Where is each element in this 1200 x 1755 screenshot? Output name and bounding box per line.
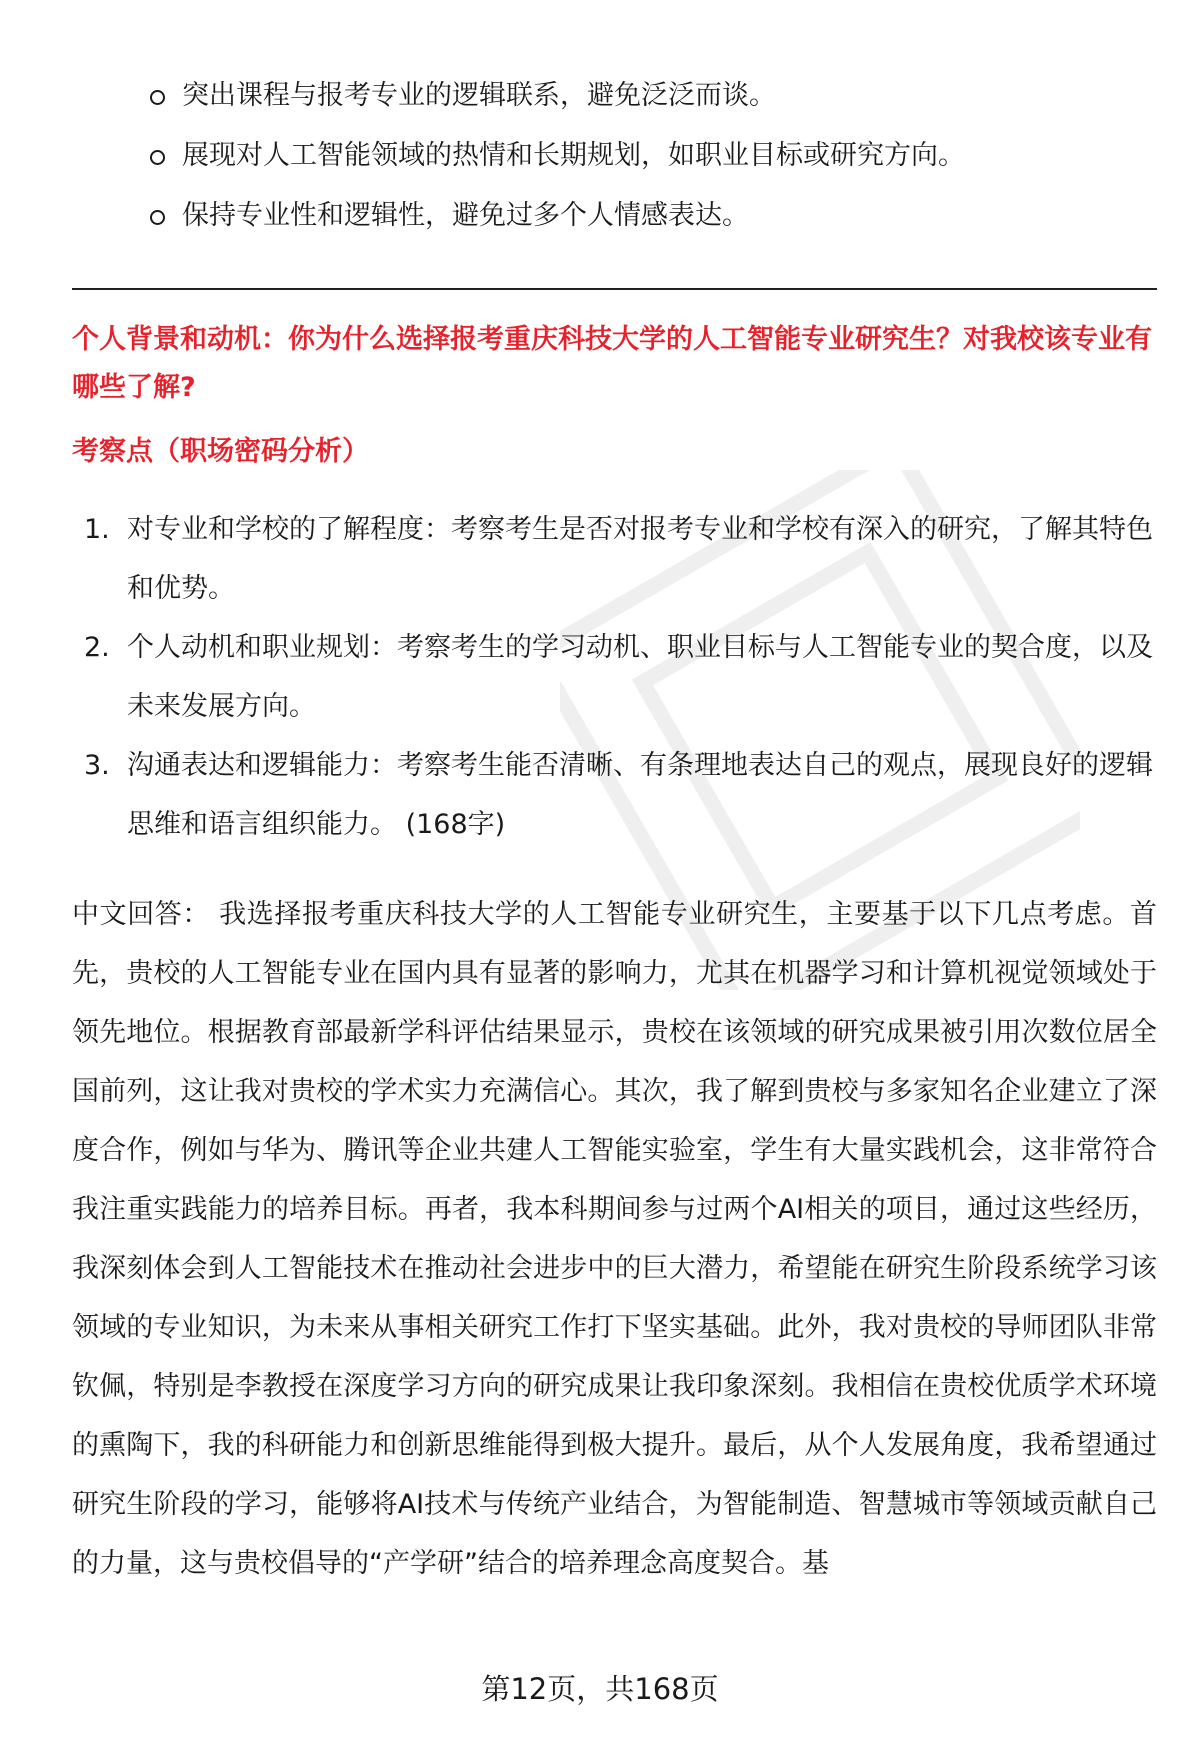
assessment-point-item <box>72 736 1162 854</box>
list-number: 1. <box>84 514 110 545</box>
bullet-text: 保持专业性和逻辑性，避免过多个人情感表达。 <box>182 200 749 231</box>
bullet-item <box>150 66 1150 126</box>
bullet-text: 突出课程与报考专业的逻辑联系，避免泛泛而谈。 <box>182 80 776 111</box>
interview-question-heading: 个人背景和动机：你为什么选择报考重庆科技大学的人工智能专业研究生？对我校该专业有哪些了解? <box>72 324 1152 403</box>
assessment-points-heading: 考察点（职场密码分析） <box>72 436 369 467</box>
bullet-text: 展现对人工智能领域的热情和长期规划，如职业目标或研究方向。 <box>182 140 965 171</box>
assessment-points-list <box>72 500 1162 854</box>
bullet-item <box>150 126 1150 186</box>
assessment-point-text: 对专业和学校的了解程度：考察考生是否对报考专业和学校有深入的研究，了解其特色和优势。 <box>127 514 1153 604</box>
list-number: 3. <box>84 750 110 781</box>
hollow-circle-bullet-icon <box>150 210 165 225</box>
hollow-circle-bullet-icon <box>150 150 165 165</box>
tips-bullet-list <box>150 66 1150 246</box>
hollow-circle-bullet-icon <box>150 90 165 105</box>
assessment-point-text: 个人动机和职业规划：考察考生的学习动机、职业目标与人工智能专业的契合度，以及未来发展方向。 <box>127 632 1153 722</box>
assessment-point-item <box>72 500 1162 618</box>
page-number-footer: 第12页，共168页 <box>481 1672 719 1706</box>
assessment-point-text: 沟通表达和逻辑能力：考察考生能否清晰、有条理地表达自己的观点，展现良好的逻辑思维和语言组织能力。 (168字) <box>127 750 1153 840</box>
list-number: 2. <box>84 632 110 663</box>
section-divider <box>72 288 1157 290</box>
assessment-point-item <box>72 618 1162 736</box>
chinese-answer-paragraph: 中文回答： 我选择报考重庆科技大学的人工智能专业研究生，主要基于以下几点考虑。首先，贵校的人工智能专业在国内具有显著的影响力，尤其在机器学习和计算机视觉领域处于领先地位。根据教育部最新学科评估结果显示，贵校在该领域的研究成果被引用次数位居全国前列，这让我对贵校的学术实力充满信心。其次，我了解到贵校与多家知名企业建立了深度合作，例如与华为、腾讯等企业共建人工智能实验室，学生有大量实践机会，这非常符合我注重实践能力的培养目标。再者，我本科期间参与过两个AI相关的项目，通过这些经历，我深刻体会到人工智能技术在推动社会进步中的巨大潜力，希望能在研究生阶段系统学习该领域的专业知识，为未来从事相关研究工作打下坚实基础。此外，我对贵校的导师团队非常钦佩，特别是李教授在深度学习方向的研究成果让我印象深刻。我相信在贵校优质学术环境的熏陶下，我的科研能力和创新思维能得到极大提升。最后，从个人发展角度，我希望通过研究生阶段的学习，能够将AI技术与传统产业结合，为智能制造、智慧城市等领域贡献自己的力量，这与贵校倡导的“产学研”结合的培养理念高度契合。基 <box>72 899 1157 1579</box>
bullet-item <box>150 186 1150 246</box>
